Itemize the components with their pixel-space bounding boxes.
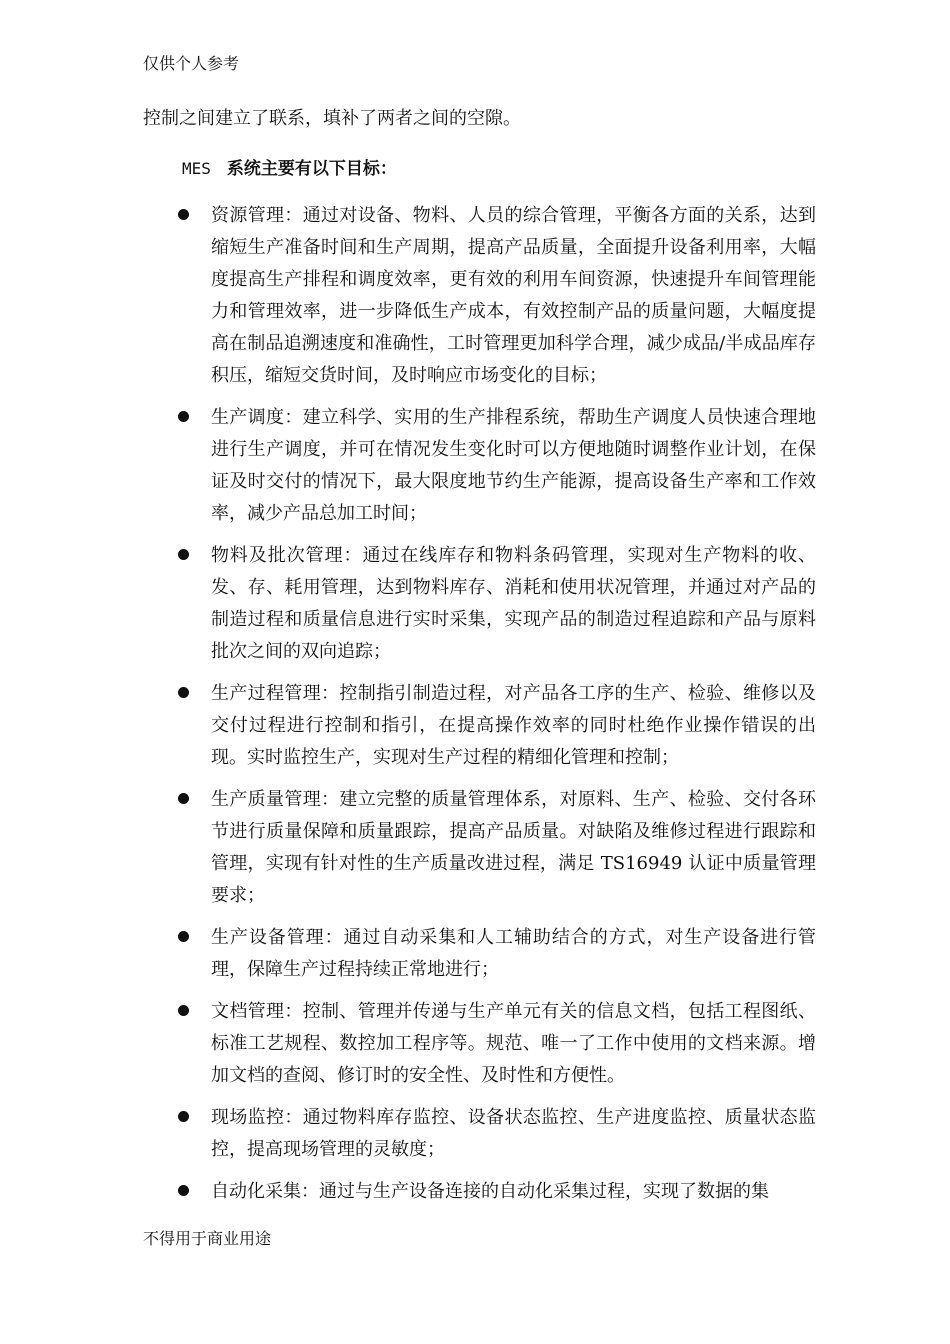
bullet-icon	[178, 687, 189, 698]
list-item	[176, 1102, 816, 1166]
heading-prefix: MES	[182, 159, 211, 178]
page-header: 仅供个人参考	[143, 54, 240, 73]
list-item	[176, 996, 816, 1092]
intro-paragraph: 控制之间建立了联系，填补了两者之间的空隙。	[143, 108, 521, 129]
bullet-icon	[178, 549, 189, 560]
list-item-text: 生产调度：建立科学、实用的生产排程系统，帮助生产调度人员快速合理地进行生产调度，并可在情况发生变化时可以方便地随时调整作业计划，在保证及时交付的情况下，最大限度地节约生产能源，提高设备生产率和工作效率，减少产品总加工时间；	[211, 407, 816, 524]
list-item-text: 自动化采集：通过与生产设备连接的自动化采集过程，实现了数据的集	[211, 1181, 769, 1202]
bullet-icon	[178, 1111, 189, 1122]
section-heading	[182, 155, 397, 183]
list-item	[176, 678, 816, 774]
bullet-icon	[178, 931, 189, 942]
list-item-text: 物料及批次管理：通过在线库存和物料条码管理，实现对生产物料的收、发、存、耗用管理，达到物料库存、消耗和使用状况管理，并通过对产品的制造过程和质量信息进行实时采集，实现产品的制造过程追踪和产品与原料批次之间的双向追踪；	[211, 545, 816, 662]
list-item	[176, 540, 816, 668]
list-item-text: 生产过程管理：控制指引制造过程，对产品各工序的生产、检验、维修以及交付过程进行控制和指引，在提高操作效率的同时杜绝作业操作错误的出现。实时监控生产，实现对生产过程的精细化管理和控制；	[211, 683, 816, 768]
bullet-icon	[178, 1185, 189, 1196]
list-item	[176, 1176, 816, 1208]
bullet-icon	[178, 411, 189, 422]
list-item-text: 生产设备管理：通过自动采集和人工辅助结合的方式，对生产设备进行管理，保障生产过程持续正常地进行；	[211, 927, 816, 980]
list-item-text: 资源管理：通过对设备、物料、人员的综合管理，平衡各方面的关系，达到缩短生产准备时间和生产周期，提高产品质量，全面提升设备利用率，大幅度提高生产排程和调度效率，更有效的利用车间资源，快速提升车间管理能力和管理效率，进一步降低生产成本，有效控制产品的质量问题，大幅度提高在制品追溯速度和准确性，工时管理更加科学合理，减少成品/半成品库存积压，缩短交货时间，及时响应市场变化的目标；	[211, 205, 816, 386]
bullet-icon	[178, 209, 189, 220]
bullet-icon	[178, 793, 189, 804]
list-item	[176, 922, 816, 986]
list-item	[176, 784, 816, 912]
page-footer: 不得用于商业用途	[143, 1229, 272, 1248]
list-item-text: 生产质量管理：建立完整的质量管理体系，对原料、生产、检验、交付各环节进行质量保障和质量跟踪，提高产品质量。对缺陷及维修过程进行跟踪和管理，实现有针对性的生产质量改进过程，满足 TS16949 认证中质量管理要求；	[211, 789, 816, 906]
bullet-icon	[178, 1005, 189, 1016]
list-item	[176, 200, 816, 392]
list-item-text: 文档管理：控制、管理并传递与生产单元有关的信息文档，包括工程图纸、标准工艺规程、数控加工程序等。规范、唯一了工作中使用的文档来源。增加文档的查阅、修订时的安全性、及时性和方便性。	[211, 1001, 816, 1086]
goals-list	[176, 200, 816, 1218]
list-item-text: 现场监控：通过物料库存监控、设备状态监控、生产进度监控、质量状态监控，提高现场管理的灵敏度；	[211, 1107, 816, 1160]
list-item	[176, 402, 816, 530]
heading-text: 系统主要有以下目标：	[226, 159, 397, 179]
